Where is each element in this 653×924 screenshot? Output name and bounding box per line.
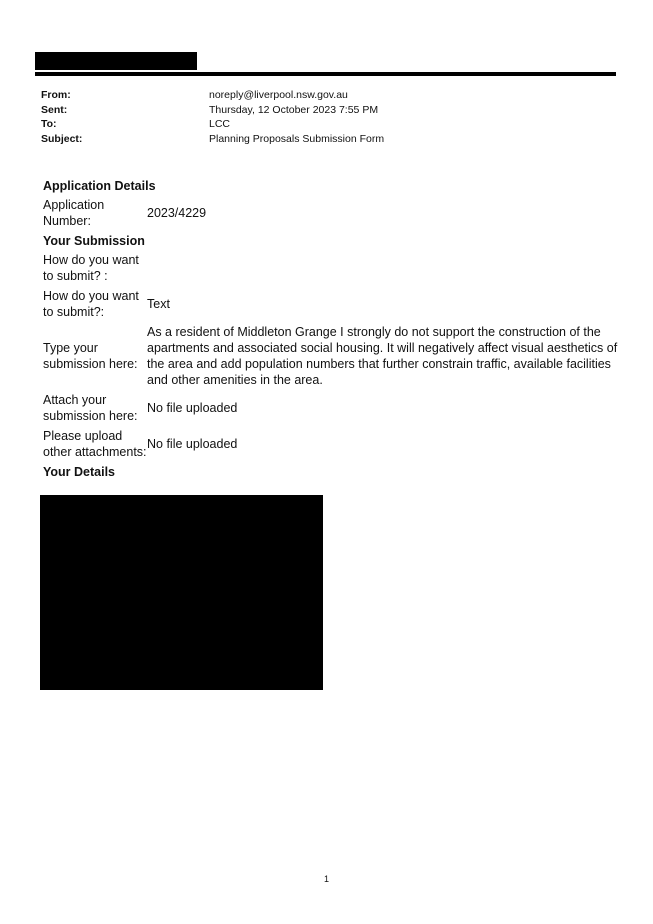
how-submit-row-1	[43, 252, 618, 284]
your-details-heading: Your Details	[43, 465, 116, 479]
page-number: 1	[323, 874, 329, 884]
redacted-block-top	[35, 52, 197, 70]
how-submit-row-2	[43, 288, 618, 320]
redacted-block-details	[40, 495, 323, 690]
other-attachments-label: Please upload other attachments:	[43, 429, 147, 459]
email-header	[41, 88, 601, 146]
sent-label: Sent:	[41, 103, 68, 116]
application-number-label: Application Number:	[43, 198, 105, 228]
to-label: To:	[41, 118, 57, 130]
from-value: noreply@liverpool.nsw.gov.au	[209, 89, 348, 101]
from-label: From:	[41, 89, 71, 101]
type-submission-label: Type your submission here:	[43, 341, 138, 371]
type-submission-row	[43, 324, 618, 388]
your-submission-heading: Your Submission	[43, 234, 145, 248]
submission-form	[43, 176, 618, 483]
from-row	[41, 88, 601, 103]
how-submit-label-1: How do you want to submit? :	[43, 253, 139, 283]
attach-value: No file uploaded	[147, 401, 238, 415]
attach-row	[43, 392, 618, 424]
how-submit-label-2: How do you want to submit?:	[43, 289, 139, 319]
header-rule	[35, 72, 616, 76]
application-details-heading: Application Details	[43, 179, 156, 193]
sent-value: Thursday, 12 October 2023 7:55 PM	[209, 103, 379, 116]
to-value: LCC	[209, 118, 231, 130]
sent-row	[41, 103, 601, 118]
application-number-value: 2023/4229	[147, 206, 207, 220]
subject-label: Subject:	[41, 132, 83, 145]
subject-value: Planning Proposals Submission Form	[209, 132, 385, 145]
how-submit-value-2: Text	[147, 297, 170, 311]
type-submission-value: As a resident of Middleton Grange I strongly do not support the construction of the apartments and associated social housing. It will negatively affect visual aesthetics of the area and add population numbers that further constrain traffic, available facilities and other amenities in the area.	[147, 325, 618, 387]
other-attachments-row	[43, 428, 618, 460]
to-row	[41, 117, 601, 132]
attach-label: Attach your submission here:	[43, 393, 138, 423]
subject-row	[41, 132, 601, 147]
other-attachments-value: No file uploaded	[147, 437, 238, 451]
application-number-row	[43, 197, 618, 229]
